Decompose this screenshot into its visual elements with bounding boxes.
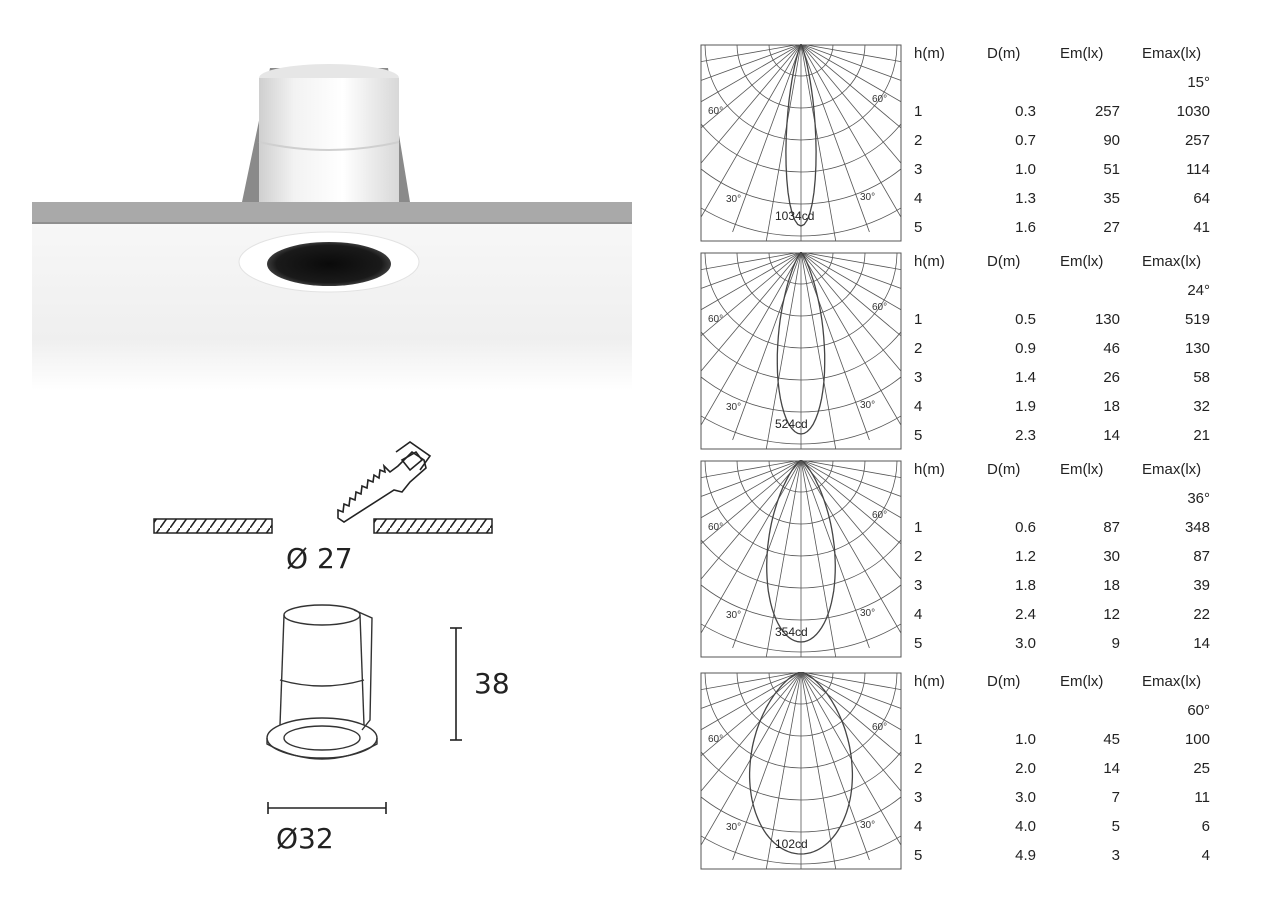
cell-d: 1.0 bbox=[1015, 731, 1036, 748]
peak-intensity: 524cd bbox=[775, 417, 808, 431]
diameter-dimension: Ø32 bbox=[276, 822, 334, 855]
angle-label-60-right: 60° bbox=[872, 302, 888, 313]
header-d: D(m) bbox=[987, 45, 1021, 62]
table-header-row bbox=[914, 672, 1214, 701]
table-row bbox=[914, 310, 1214, 339]
angle-label-60-left: 60° bbox=[708, 106, 724, 117]
table-row bbox=[914, 730, 1214, 759]
angle-label-60-right: 60° bbox=[872, 94, 888, 105]
beam-angle-row bbox=[914, 701, 1214, 730]
cell-h: 4 bbox=[914, 818, 923, 835]
beam-angle: 36° bbox=[1187, 490, 1210, 507]
table-row bbox=[914, 368, 1214, 397]
header-em: Em(lx) bbox=[1060, 673, 1104, 690]
angle-label-30-left: 30° bbox=[726, 402, 742, 413]
cell-h: 3 bbox=[914, 161, 923, 178]
cell-h: 5 bbox=[914, 847, 923, 864]
cell-em: 18 bbox=[1103, 398, 1120, 415]
angle-label-30-left: 30° bbox=[726, 610, 742, 621]
header-d: D(m) bbox=[987, 673, 1021, 690]
cell-em: 45 bbox=[1103, 731, 1120, 748]
cell-h: 2 bbox=[914, 340, 923, 357]
peak-intensity: 354cd bbox=[775, 625, 808, 639]
cell-emax: 25 bbox=[1193, 760, 1210, 777]
cell-emax: 21 bbox=[1193, 427, 1210, 444]
height-dimension: 38 bbox=[474, 667, 510, 700]
cell-d: 2.3 bbox=[1015, 427, 1036, 444]
table-row bbox=[914, 518, 1214, 547]
cell-emax: 4 bbox=[1201, 847, 1210, 864]
cell-h: 1 bbox=[914, 519, 923, 536]
cell-h: 4 bbox=[914, 190, 923, 207]
cell-emax: 87 bbox=[1193, 548, 1210, 565]
angle-label-30-right: 30° bbox=[860, 400, 876, 411]
header-emax: Emax(lx) bbox=[1142, 461, 1202, 478]
cell-em: 257 bbox=[1094, 103, 1120, 120]
beam-angle-row bbox=[914, 73, 1214, 102]
angle-label-30-left: 30° bbox=[726, 194, 742, 205]
diameter-dimension-line bbox=[268, 802, 386, 814]
cell-em: 5 bbox=[1111, 818, 1120, 835]
angle-label-30-left: 30° bbox=[726, 822, 742, 833]
cell-d: 2.4 bbox=[1015, 606, 1036, 623]
table-row bbox=[914, 759, 1214, 788]
header-h: h(m) bbox=[914, 45, 945, 62]
cell-emax: 58 bbox=[1193, 369, 1210, 386]
table-row bbox=[914, 339, 1214, 368]
table-row bbox=[914, 576, 1214, 605]
cell-emax: 1030 bbox=[1176, 103, 1210, 120]
cell-emax: 100 bbox=[1184, 731, 1210, 748]
header-em: Em(lx) bbox=[1060, 253, 1104, 270]
cell-d: 3.0 bbox=[1015, 789, 1036, 806]
cell-d: 1.6 bbox=[1015, 219, 1036, 236]
table-row bbox=[914, 160, 1214, 189]
table-row bbox=[914, 547, 1214, 576]
beam-angle: 24° bbox=[1187, 282, 1210, 299]
header-h: h(m) bbox=[914, 461, 945, 478]
cell-d: 0.3 bbox=[1015, 103, 1036, 120]
cell-em: 9 bbox=[1111, 635, 1120, 652]
table-row bbox=[914, 846, 1214, 875]
cell-em: 26 bbox=[1103, 369, 1120, 386]
cell-d: 0.5 bbox=[1015, 311, 1036, 328]
table-row bbox=[914, 397, 1214, 426]
cell-d: 0.6 bbox=[1015, 519, 1036, 536]
beam-angle-row bbox=[914, 489, 1214, 518]
angle-label-30-right: 30° bbox=[860, 608, 876, 619]
cell-h: 5 bbox=[914, 427, 923, 444]
header-emax: Emax(lx) bbox=[1142, 673, 1202, 690]
cutout-dimension: Ø 27 bbox=[286, 542, 353, 575]
angle-label-30-right: 30° bbox=[860, 820, 876, 831]
header-emax: Emax(lx) bbox=[1142, 253, 1202, 270]
beam-angle-row bbox=[914, 281, 1214, 310]
cell-emax: 39 bbox=[1193, 577, 1210, 594]
cell-em: 130 bbox=[1094, 311, 1120, 328]
cell-h: 5 bbox=[914, 635, 923, 652]
table-row bbox=[914, 605, 1214, 634]
header-d: D(m) bbox=[987, 253, 1021, 270]
table-header-row bbox=[914, 44, 1214, 73]
cell-em: 51 bbox=[1103, 161, 1120, 178]
header-h: h(m) bbox=[914, 253, 945, 270]
table-row bbox=[914, 218, 1214, 247]
illuminance-table bbox=[914, 252, 1214, 455]
cell-em: 3 bbox=[1111, 847, 1120, 864]
cell-d: 1.8 bbox=[1015, 577, 1036, 594]
table-row bbox=[914, 102, 1214, 131]
cell-emax: 41 bbox=[1193, 219, 1210, 236]
header-emax: Emax(lx) bbox=[1142, 45, 1202, 62]
polar-diagram bbox=[700, 44, 902, 242]
cell-emax: 348 bbox=[1184, 519, 1210, 536]
cell-h: 4 bbox=[914, 398, 923, 415]
cell-em: 7 bbox=[1111, 789, 1120, 806]
cell-h: 3 bbox=[914, 577, 923, 594]
cell-d: 1.3 bbox=[1015, 190, 1036, 207]
peak-intensity: 102cd bbox=[775, 837, 808, 851]
cell-d: 0.7 bbox=[1015, 132, 1036, 149]
cell-d: 3.0 bbox=[1015, 635, 1036, 652]
angle-label-60-right: 60° bbox=[872, 722, 888, 733]
cell-d: 1.0 bbox=[1015, 161, 1036, 178]
cell-em: 87 bbox=[1103, 519, 1120, 536]
table-row bbox=[914, 817, 1214, 846]
cell-emax: 22 bbox=[1193, 606, 1210, 623]
cell-em: 18 bbox=[1103, 577, 1120, 594]
product-photo bbox=[32, 40, 632, 390]
dimension-drawings bbox=[140, 430, 540, 870]
height-dimension-line bbox=[450, 628, 462, 740]
header-h: h(m) bbox=[914, 673, 945, 690]
luminaire-outline bbox=[267, 605, 377, 759]
cell-em: 12 bbox=[1103, 606, 1120, 623]
cell-d: 4.9 bbox=[1015, 847, 1036, 864]
cell-emax: 11 bbox=[1194, 789, 1210, 806]
cell-em: 30 bbox=[1103, 548, 1120, 565]
cell-emax: 519 bbox=[1184, 311, 1210, 328]
cell-d: 1.2 bbox=[1015, 548, 1036, 565]
beam-angle: 15° bbox=[1187, 74, 1210, 91]
cell-h: 3 bbox=[914, 369, 923, 386]
cell-emax: 257 bbox=[1184, 132, 1210, 149]
table-row bbox=[914, 426, 1214, 455]
peak-intensity: 1034cd bbox=[775, 209, 815, 223]
table-row bbox=[914, 634, 1214, 663]
polar-diagram bbox=[700, 460, 902, 658]
cell-d: 1.4 bbox=[1015, 369, 1036, 386]
cell-d: 0.9 bbox=[1015, 340, 1036, 357]
table-header-row bbox=[914, 252, 1214, 281]
ceiling-section-right bbox=[374, 519, 492, 533]
saw-icon bbox=[338, 442, 430, 522]
illuminance-table bbox=[914, 672, 1214, 875]
cell-h: 2 bbox=[914, 548, 923, 565]
beam-angle: 60° bbox=[1187, 702, 1210, 719]
cell-d: 4.0 bbox=[1015, 818, 1036, 835]
table-header-row bbox=[914, 460, 1214, 489]
cell-h: 2 bbox=[914, 132, 923, 149]
cell-h: 4 bbox=[914, 606, 923, 623]
cell-emax: 14 bbox=[1193, 635, 1210, 652]
polar-diagram bbox=[700, 672, 902, 870]
cell-em: 27 bbox=[1103, 219, 1120, 236]
cell-emax: 6 bbox=[1201, 818, 1210, 835]
table-row bbox=[914, 788, 1214, 817]
angle-label-60-left: 60° bbox=[708, 734, 724, 745]
angle-label-30-right: 30° bbox=[860, 192, 876, 203]
cell-emax: 64 bbox=[1193, 190, 1210, 207]
cell-em: 90 bbox=[1103, 132, 1120, 149]
cell-em: 14 bbox=[1103, 427, 1120, 444]
cell-em: 35 bbox=[1103, 190, 1120, 207]
cell-h: 1 bbox=[914, 311, 923, 328]
ceiling-section-left bbox=[154, 519, 272, 533]
cell-h: 1 bbox=[914, 103, 923, 120]
cell-h: 1 bbox=[914, 731, 923, 748]
angle-label-60-left: 60° bbox=[708, 314, 724, 325]
table-row bbox=[914, 189, 1214, 218]
angle-label-60-right: 60° bbox=[872, 510, 888, 521]
header-em: Em(lx) bbox=[1060, 461, 1104, 478]
cell-h: 2 bbox=[914, 760, 923, 777]
header-em: Em(lx) bbox=[1060, 45, 1104, 62]
header-d: D(m) bbox=[987, 461, 1021, 478]
cell-emax: 114 bbox=[1186, 161, 1210, 178]
table-row bbox=[914, 131, 1214, 160]
cell-em: 46 bbox=[1103, 340, 1120, 357]
cell-emax: 130 bbox=[1184, 340, 1210, 357]
cell-d: 2.0 bbox=[1015, 760, 1036, 777]
cell-em: 14 bbox=[1103, 760, 1120, 777]
cell-d: 1.9 bbox=[1015, 398, 1036, 415]
angle-label-60-left: 60° bbox=[708, 522, 724, 533]
illuminance-table bbox=[914, 460, 1214, 663]
cell-h: 5 bbox=[914, 219, 923, 236]
polar-diagram bbox=[700, 252, 902, 450]
cell-h: 3 bbox=[914, 789, 923, 806]
illuminance-table bbox=[914, 44, 1214, 247]
cell-emax: 32 bbox=[1193, 398, 1210, 415]
